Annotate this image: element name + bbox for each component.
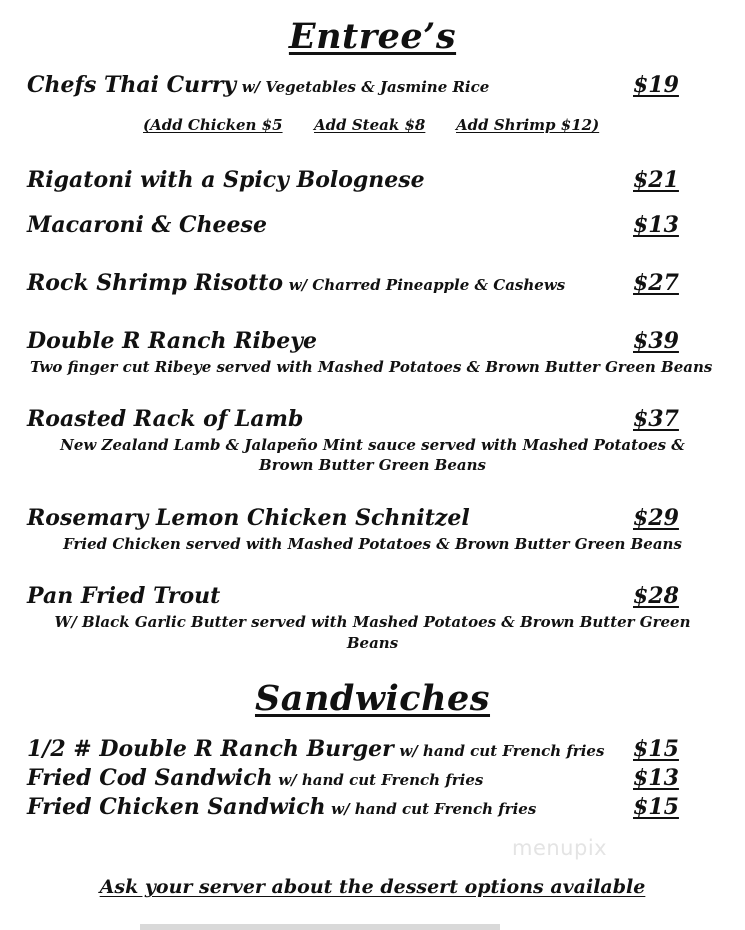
item-price: $13 [633,765,679,791]
item-inline-desc: w/ Vegetables & Jasmine Rice [241,78,490,96]
bottom-bar [140,924,500,930]
item-name: Roasted Rack of Lamb [27,406,304,432]
item-price: $13 [633,212,679,238]
item-price: $29 [633,505,679,531]
item-desc-line1: W/ Black Garlic Butter served with Mashed Potatoes & Brown Butter Green [54,613,691,631]
item-name: Rosemary Lemon Chicken Schnitzel [27,505,470,531]
item-desc-line1: New Zealand Lamb & Jalapeño Mint sauce served with Mashed Potatoes & [60,436,685,454]
menu-item [27,765,483,791]
item-name: 1/2 # Double R Ranch Burger [27,736,394,762]
item-desc-line2: Beans [346,634,399,652]
item-inline-desc: w/ hand cut French fries [399,742,605,760]
item-price: $19 [633,72,679,98]
watermark: menupix [512,836,608,860]
addon-steak: Add Steak $8 [314,116,426,134]
item-price: $21 [633,167,679,193]
item-name: Double R Ranch Ribeye [27,328,317,354]
item-name: Fried Cod Sandwich [27,765,273,791]
item-desc-line2: Brown Butter Green Beans [259,456,486,474]
entrees-heading: Entree’s [288,16,457,57]
sandwiches-heading: Sandwiches [254,678,491,719]
menu-item [27,72,489,98]
item-desc: Two finger cut Ribeye served with Mashed Potatoes & Brown Butter Green Beans [30,358,713,376]
menu-item [27,794,536,820]
addon-chicken: (Add Chicken $5 [143,116,283,134]
item-price: $28 [633,583,679,609]
item-price: $27 [633,270,679,296]
item-price: $39 [633,328,679,354]
footer-note: Ask your server about the dessert options available [99,876,646,898]
item-name: Chefs Thai Curry [27,72,237,98]
item-name: Macaroni & Cheese [27,212,267,238]
item-price: $37 [633,406,679,432]
item-inline-desc: w/ hand cut French fries [278,771,484,789]
item-name: Fried Chicken Sandwich [27,794,326,820]
item-inline-desc: w/ Charred Pineapple & Cashews [288,276,566,294]
item-name: Rock Shrimp Risotto [27,270,284,296]
item-desc: Fried Chicken served with Mashed Potatoes & Brown Butter Green Beans [63,535,682,553]
addon-shrimp: Add Shrimp $12) [456,116,600,134]
item-price: $15 [633,794,679,820]
menu-item [27,270,565,296]
item-name: Pan Fried Trout [27,583,221,609]
item-price: $15 [633,736,679,762]
item-name: Rigatoni with a Spicy Bolognese [27,167,425,193]
menu-item [27,736,604,762]
item-inline-desc: w/ hand cut French fries [331,800,537,818]
